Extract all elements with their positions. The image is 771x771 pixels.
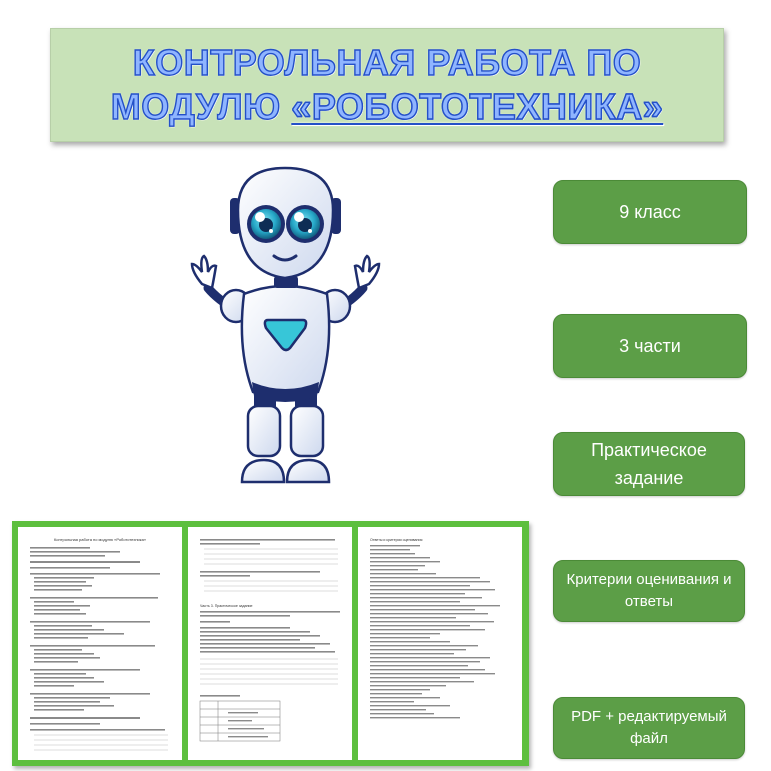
badge-practical-label: Практическое задание bbox=[591, 440, 707, 488]
badge-criteria-label: Критерии оценивания и ответы bbox=[566, 571, 732, 610]
badge-parts-label: 3 части bbox=[619, 335, 681, 356]
badge-grade-label: 9 класс bbox=[619, 201, 681, 222]
page3-heading: Ответы и критерии оценивания bbox=[370, 538, 423, 542]
page1-heading: Контрольная работа по модулю «Робототехника» bbox=[53, 537, 147, 542]
badge-format bbox=[553, 697, 745, 759]
badge-criteria bbox=[553, 560, 745, 622]
title-banner bbox=[50, 28, 724, 142]
badge-format-label: PDF + редактируемый файл bbox=[571, 708, 727, 747]
document-page-2 bbox=[188, 527, 352, 760]
badge-grade bbox=[553, 180, 747, 244]
badge-practical bbox=[553, 432, 745, 496]
title-line-2-plain: МОДУЛЮ bbox=[110, 86, 292, 127]
document-page-3 bbox=[358, 527, 522, 760]
document-page-1 bbox=[18, 527, 182, 760]
document-preview bbox=[12, 521, 529, 766]
title-line-1: КОНТРОЛЬНАЯ РАБОТА ПО bbox=[132, 42, 642, 83]
badge-parts bbox=[553, 314, 747, 378]
robot-illustration bbox=[178, 160, 393, 500]
title-line-2-underlined: «РОБОТОТЕХНИКА» bbox=[291, 86, 664, 127]
page2-heading: Часть 3. Практическое задание bbox=[200, 604, 253, 608]
title-line-2 bbox=[111, 85, 663, 129]
